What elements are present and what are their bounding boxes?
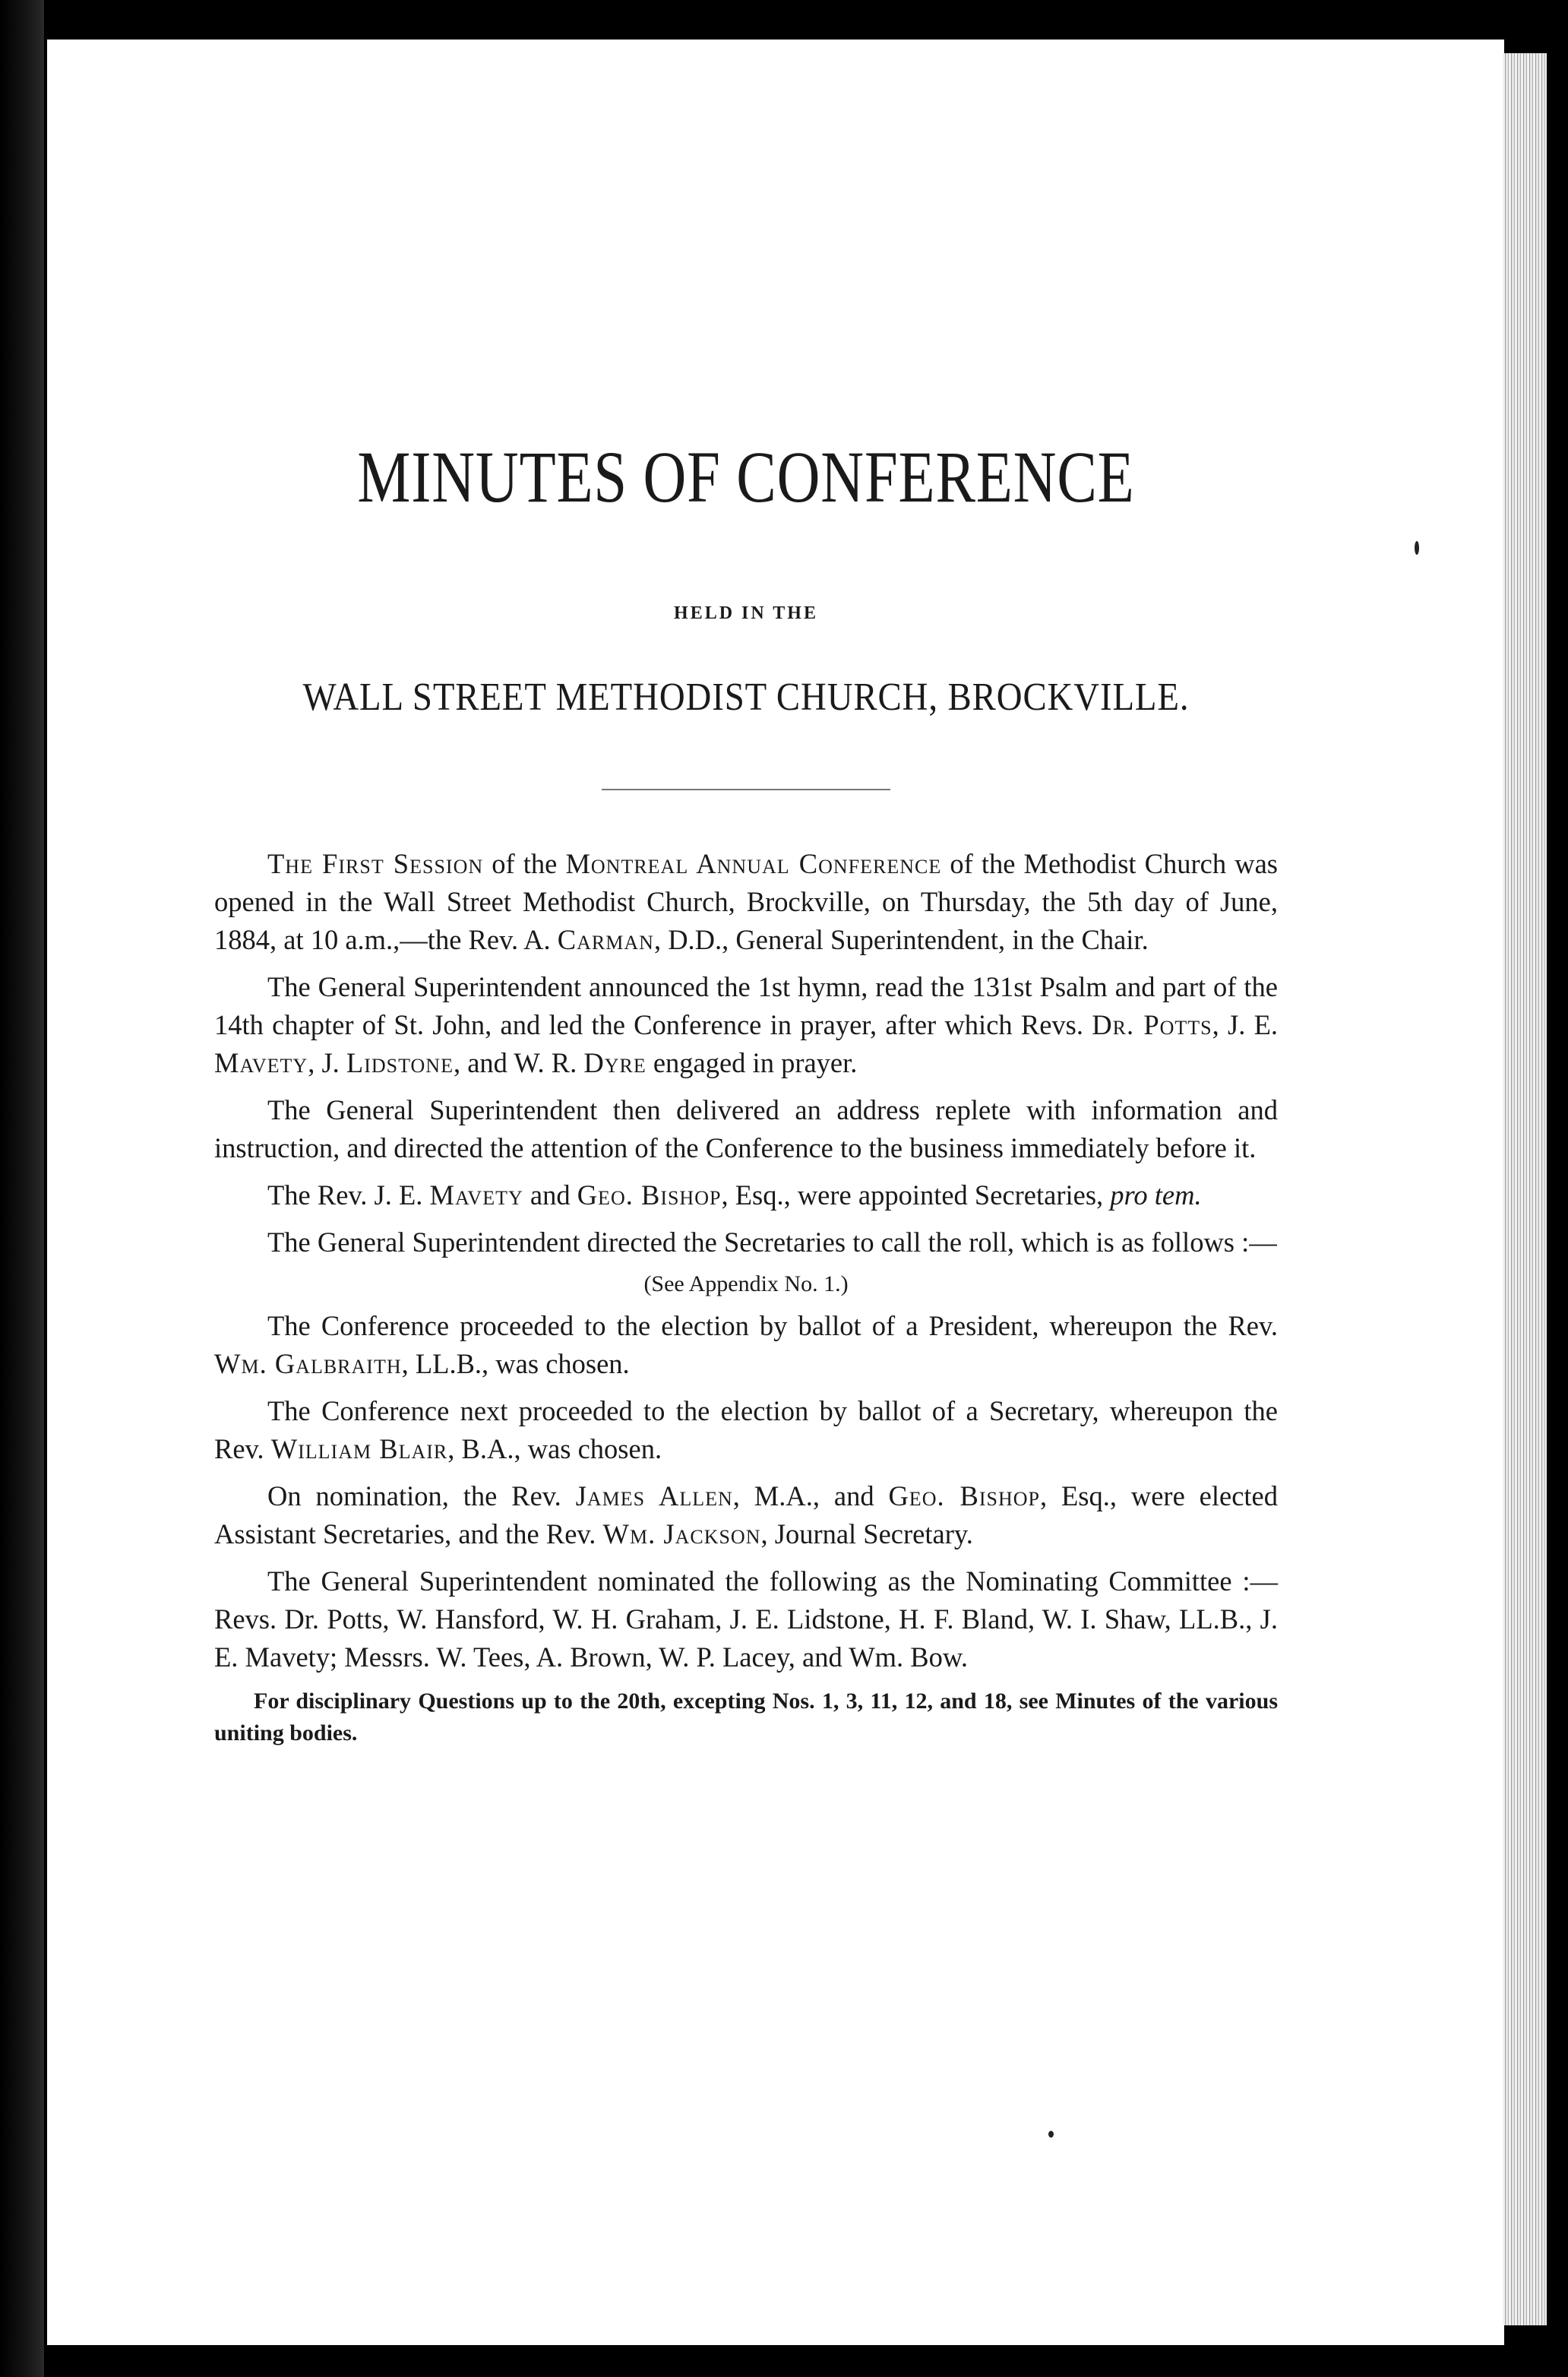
paragraph-roll-call: The General Superintendent directed the Secretaries to call the roll, which is as follows :— — [267, 1226, 1277, 1258]
page-sheet — [47, 40, 1504, 2345]
document-title: MINUTES OF CONFERENCE — [357, 436, 1135, 517]
paragraph-president: The Conference proceeded to the election by ballot of a President, whereupon the Rev. Wm. Galbraith, LL.B., was chosen. — [214, 1310, 1278, 1379]
paragraph-hymn: The General Superintendent announced the 1st hymn, read the 131st Psalm and part of the 14th chapter of St. John, and led the Conference in prayer, after which Revs. Dr. Potts, J. E. Mavety, J. Lidstone, and W. R. Dyre engaged in prayer. — [214, 971, 1278, 1078]
print-speck — [1048, 2131, 1054, 2138]
paragraph-address: The General Superintendent then delivered an address replete with information and instruction, and directed the attention of the Conference to the business immediately before it. — [214, 1094, 1278, 1163]
binding-edge — [0, 0, 44, 2377]
paragraph-secretary: The Conference next proceeded to the election by ballot of a Secretary, whereupon the Rev. William Blair, B.A., was chosen. — [214, 1395, 1278, 1464]
held-in-subtitle: HELD IN THE — [674, 603, 818, 623]
paragraph-secretaries: The Rev. J. E. Mavety and Geo. Bishop, Esq., were appointed Secretaries, pro tem. — [267, 1179, 1202, 1211]
paragraph-opening: The First Session of the Montreal Annual Conference of the Methodist Church was opened in the Wall Street Methodist Church, Brockville, on Thursday, the 5th day of June, 1884, at 10 a.m.,—the Rev. A. Carman, D.D., General Superintendent, in the Chair. — [214, 848, 1278, 955]
appendix-reference: (See Appendix No. 1.) — [643, 1271, 849, 1296]
paragraph-assistant-secretaries: On nomination, the Rev. James Allen, M.A., and Geo. Bishop, Esq., were elected Assistant Secretaries, and the Rev. Wm. Jackson, Journal Secretary. — [214, 1480, 1278, 1549]
page-edges — [1503, 53, 1547, 2325]
footnote: For disciplinary Questions up to the 20th, excepting Nos. 1, 3, 11, 12, and 18, see Minutes of the various uniting bodies. — [214, 1689, 1278, 1746]
location-heading: WALL STREET METHODIST CHURCH, BROCKVILLE. — [302, 676, 1190, 719]
minutes-body — [214, 845, 1278, 1749]
divider-rule — [602, 789, 890, 790]
print-speck — [1415, 541, 1419, 555]
paragraph-nominating-committee: The General Superintendent nominated the following as the Nominating Committee :—Revs. Dr. Potts, W. Hansford, W. H. Graham, J. E. Lidstone, H. F. Bland, W. I. Shaw, LL.B., J. E. Mavety; Messrs. W. Tees, A. Brown, W. P. Lacey, and Wm. Bow. — [214, 1565, 1278, 1673]
